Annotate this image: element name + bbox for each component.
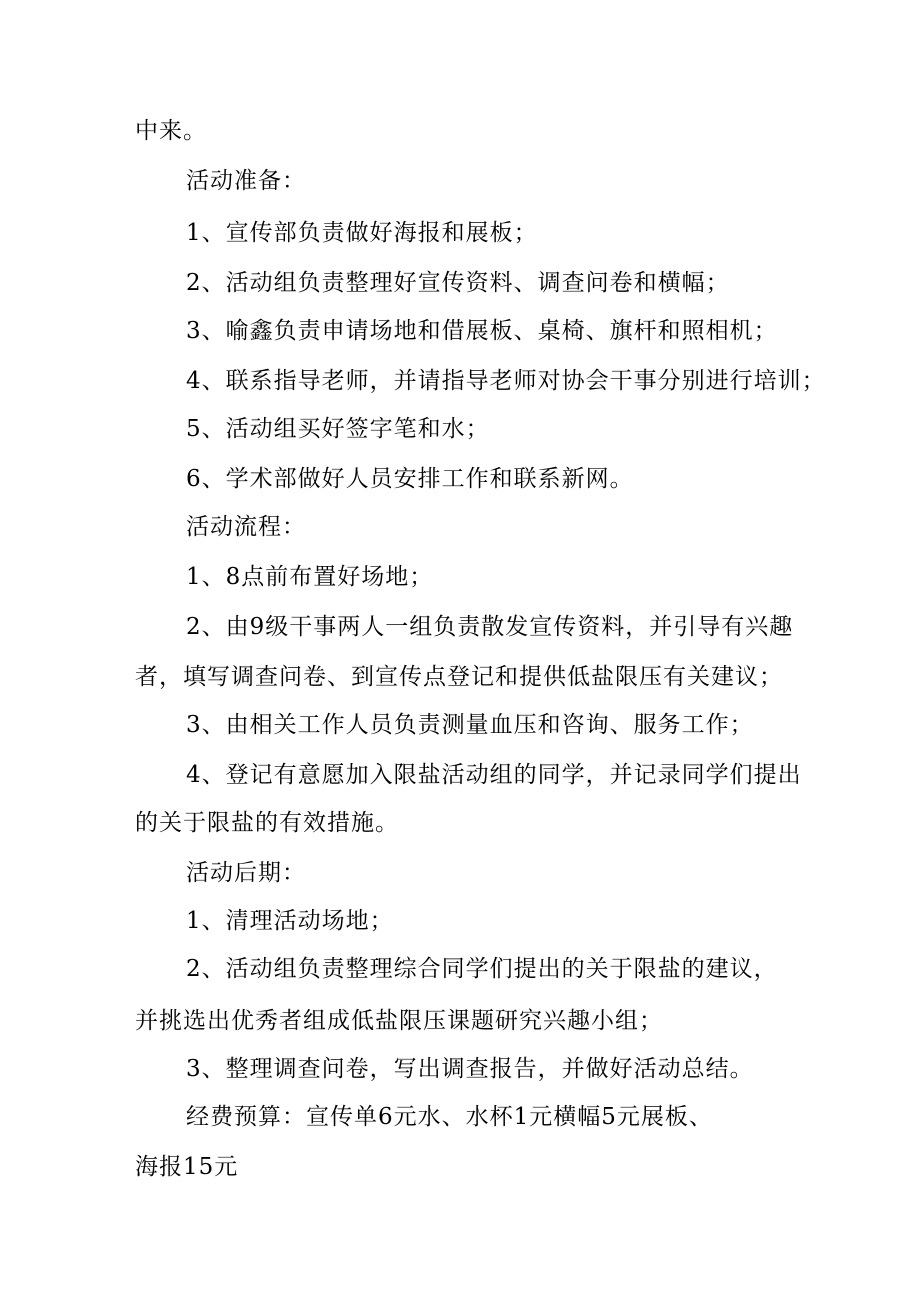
section-heading-process: 活动流程：	[186, 514, 306, 540]
section-heading-preparation: 活动准备：	[186, 168, 306, 194]
list-item: 6、学术部做好人员安排工作和联系新网。	[186, 466, 634, 492]
text-line: 中来。	[135, 118, 207, 144]
list-item: 3、整理调查问卷，写出调查报告，并做好活动总结。	[186, 1056, 754, 1082]
budget-line-continuation: 海报15元	[135, 1154, 239, 1180]
budget-line: 经费预算：宣传单6元水、水杯1元横幅5元展板、	[186, 1104, 713, 1130]
list-item: 2、活动组负责整理好宣传资料、调查问卷和横幅；	[186, 270, 730, 296]
list-item: 4、联系指导老师，并请指导老师对协会干事分别进行培训；	[186, 368, 826, 394]
list-item: 1、宣传部负责做好海报和展板；	[186, 220, 538, 246]
section-heading-later-stage: 活动后期：	[186, 860, 306, 886]
list-item-continuation: 的关于限盐的有效措施。	[135, 810, 399, 836]
list-item: 1、清理活动场地；	[186, 908, 394, 934]
list-item-continuation: 者，填写调查问卷、到宣传点登记和提供低盐限压有关建议；	[135, 664, 783, 690]
list-item-continuation: 并挑选出优秀者组成低盐限压课题研究兴趣小组；	[135, 1008, 663, 1034]
list-item: 3、喻鑫负责申请场地和借展板、桌椅、旗杆和照相机；	[186, 318, 778, 344]
list-item: 5、活动组买好签字笔和水；	[186, 416, 490, 442]
list-item: 1、8点前布置好场地；	[186, 564, 434, 590]
list-item: 2、由9级干事两人一组负责散发宣传资料，并引导有兴趣	[186, 614, 794, 640]
list-item: 4、登记有意愿加入限盐活动组的同学，并记录同学们提出	[186, 762, 802, 788]
list-item: 3、由相关工作人员负责测量血压和咨询、服务工作；	[186, 712, 754, 738]
list-item: 2、活动组负责整理综合同学们提出的关于限盐的建议，	[186, 956, 778, 982]
